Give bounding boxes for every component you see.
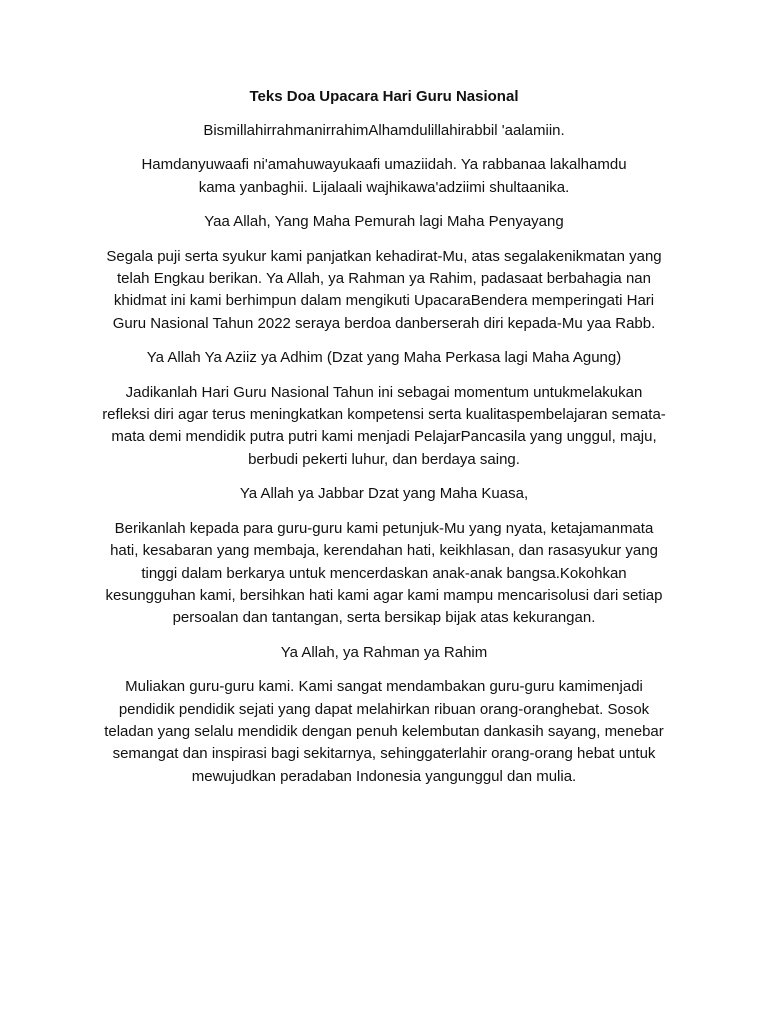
paragraph-basmalah bbox=[84, 120, 684, 142]
paragraph-line: khidmat ini kami berhimpun dalam mengikuti UpacaraBendera memperingati Hari bbox=[113, 292, 655, 310]
paragraph-line: Segala puji serta syukur kami panjatkan kehadirat-Mu, atas segalakenikmatan yang bbox=[106, 247, 662, 265]
paragraph-line: telah Engkau berikan. Ya Allah, ya Rahman ya Rahim, padasaat berbahagia nan bbox=[117, 270, 651, 288]
paragraph-line: kesungguhan kami, bersihkan hati kami agar kami mampu mencarisolusi dari setiap bbox=[105, 586, 663, 604]
paragraph-line: tinggi dalam berkarya untuk mencerdaskan anak-anak bangsa.Kokohkan bbox=[141, 564, 627, 582]
paragraph-line: mewujudkan peradaban Indonesia yangunggul dan mulia. bbox=[191, 767, 577, 785]
paragraph-teachers bbox=[84, 676, 684, 788]
document-page bbox=[84, 86, 684, 800]
paragraph-guidance bbox=[84, 518, 684, 630]
paragraph-line: BismillahirrahmanirrahimAlhamdulillahirabbil 'aalamiin. bbox=[203, 122, 565, 139]
paragraph-line: Jadikanlah Hari Guru Nasional Tahun ini sebagai momentum untukmelakukan bbox=[125, 383, 643, 401]
paragraph-invocation-1 bbox=[84, 211, 684, 233]
paragraph-line: Guru Nasional Tahun 2022 seraya berdoa danberserah diri kepada-Mu yaa Rabb. bbox=[112, 314, 656, 332]
paragraph-line: Hamdanyuwaafi ni'amahuwayukaafi umaziidah. Ya rabbanaa lakalhamdu bbox=[141, 156, 627, 174]
paragraph-line: Muliakan guru-guru kami. Kami sangat mendambakan guru-guru kamimenjadi bbox=[125, 678, 643, 696]
paragraph-momentum bbox=[84, 382, 684, 472]
paragraph-line: kama yanbaghii. Lijalaali wajhikawa'adziimi shultaanika. bbox=[198, 178, 570, 196]
paragraph-invocation-2 bbox=[84, 347, 684, 369]
paragraph-line: berbudi pekerti luhur, dan berdaya saing. bbox=[248, 450, 520, 468]
paragraph-line: Ya Allah ya Jabbar Dzat yang Maha Kuasa, bbox=[239, 485, 529, 503]
paragraph-line: semangat dan inspirasi bagi sekitarnya, sehinggaterlahir orang-orang hebat untuk bbox=[112, 745, 656, 763]
paragraph-line: pendidik pendidik sejati yang dapat melahirkan ribuan orang-oranghebat. Sosok bbox=[118, 700, 650, 718]
paragraph-line: hati, kesabaran yang membaja, kerendahan hati, keikhlasan, dan rasasyukur yang bbox=[110, 542, 658, 560]
paragraph-line: teladan yang selalu mendidik dengan penuh kelembutan dankasih sayang, menebar bbox=[104, 722, 664, 740]
document-title: Teks Doa Upacara Hari Guru Nasional bbox=[249, 88, 519, 105]
paragraph-line: mata demi mendidik putra putri kami menjadi PelajarPancasila yang unggul, maju, bbox=[111, 428, 657, 446]
paragraph-invocation-4 bbox=[84, 642, 684, 664]
paragraph-line: Berikanlah kepada para guru-guru kami petunjuk-Mu yang nyata, ketajamanmata bbox=[114, 519, 654, 537]
paragraph-line: Ya Allah, ya Rahman ya Rahim bbox=[280, 643, 488, 661]
paragraph-line: Yaa Allah, Yang Maha Pemurah lagi Maha Penyayang bbox=[204, 213, 564, 231]
paragraph-line: persoalan dan tantangan, serta bersikap bijak atas kekurangan. bbox=[172, 609, 596, 627]
paragraph-praise bbox=[84, 246, 684, 336]
paragraph-line: refleksi diri agar terus meningkatkan kompetensi serta kualitaspembelajaran semata- bbox=[102, 406, 666, 424]
paragraph-invocation-3 bbox=[84, 483, 684, 505]
paragraph-hamdalah bbox=[84, 154, 684, 199]
paragraph-line: Ya Allah Ya Aziiz ya Adhim (Dzat yang Maha Perkasa lagi Maha Agung) bbox=[146, 349, 622, 367]
